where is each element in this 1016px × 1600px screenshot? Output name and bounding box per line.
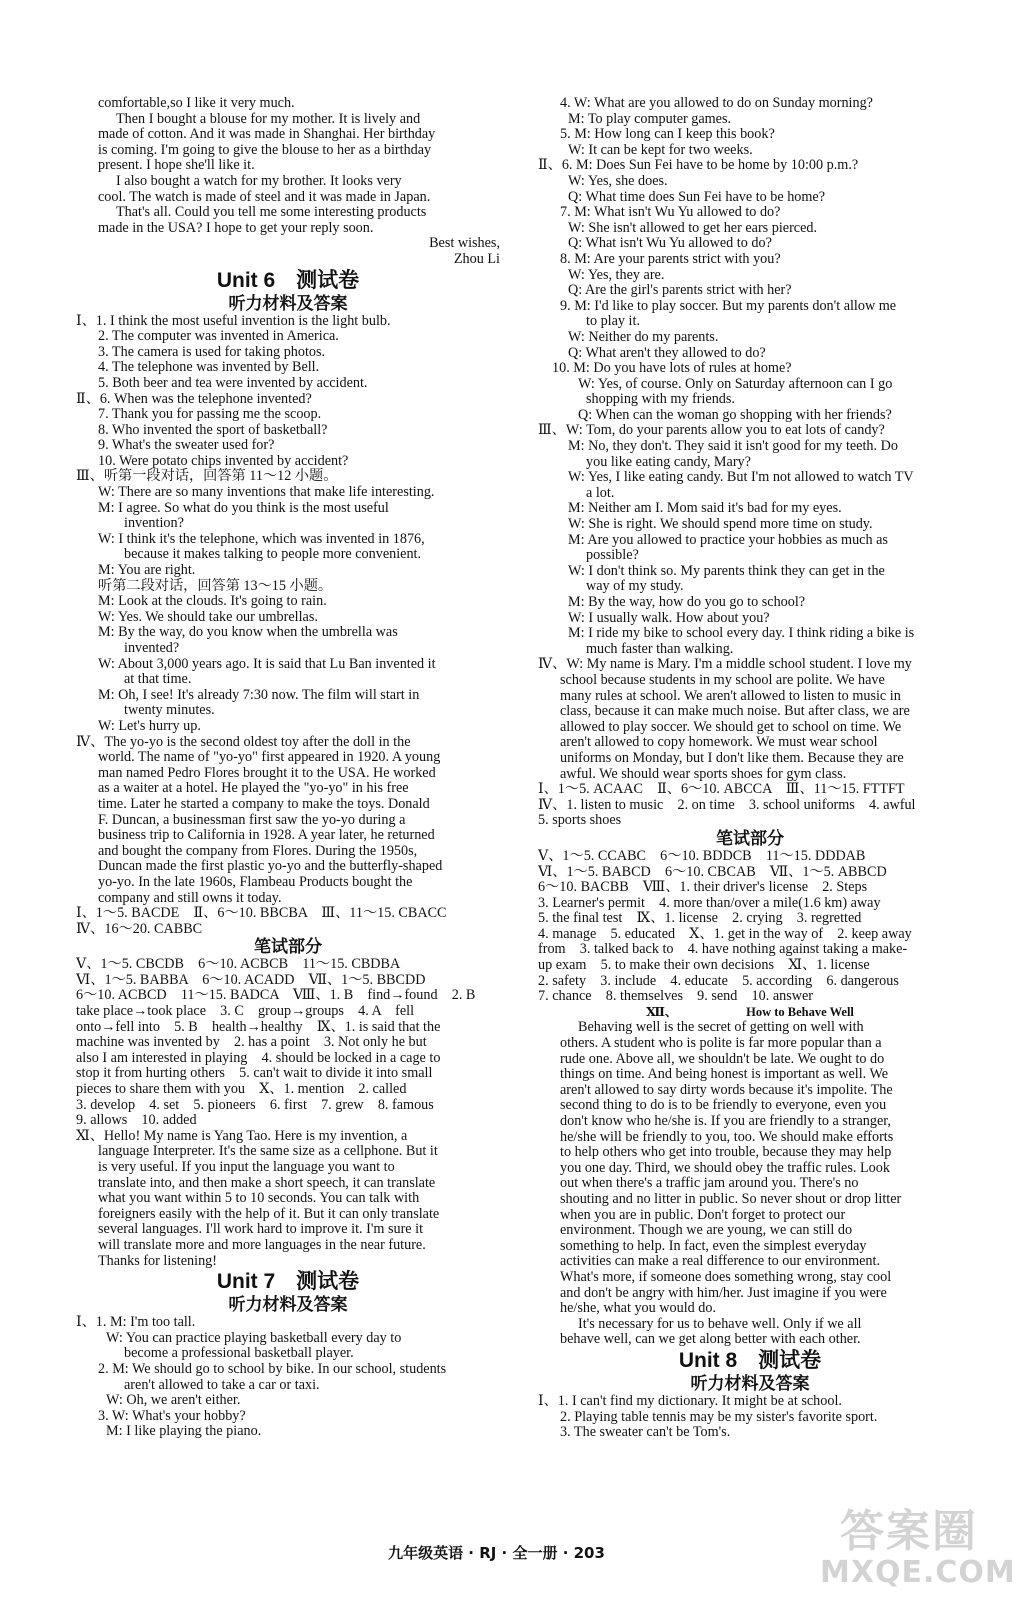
text-line: comfortable,so I like it very much. xyxy=(98,95,295,111)
text-line: 4. The telephone was invented by Bell. xyxy=(98,359,320,376)
text-line: M: You are right. xyxy=(98,562,196,579)
text-line: onto→fell into 5. B health→healthy Ⅸ、1. is said that the xyxy=(76,1018,441,1035)
text-line: M: Neither am I. Mom said it's bad for my eyes. xyxy=(568,500,842,517)
section-heading: 笔试部分 xyxy=(254,937,322,958)
text-line: W: It can be kept for two weeks. xyxy=(568,141,753,158)
text-line: up exam 5. to make their own decisions Ⅺ、1. license xyxy=(538,957,870,974)
text-line: M: I agree. So what do you think is the most useful xyxy=(98,499,389,516)
text-line: Ⅵ、1～5. BABCD 6～10. CBCAB Ⅶ、1～5. ABBCD xyxy=(538,863,887,880)
text-line: pieces to share them with you Ⅹ、1. mention 2. called xyxy=(76,1081,407,1098)
text-line: a lot. xyxy=(586,484,615,501)
text-line: and bought the company from Flores. During the 1950s, xyxy=(98,842,418,859)
text-line: Ⅱ、6. M: Does Sun Fei have to be home by 10:00 p.m.? xyxy=(538,157,859,174)
text-line: 7. Thank you for passing me the scoop. xyxy=(98,406,322,423)
text-line: take place→took place 3. C group→groups 4. A fell xyxy=(76,1003,415,1020)
section-heading: Unit 8 测试卷 xyxy=(678,1348,822,1372)
text-line: to help others who get into trouble, because they may help xyxy=(560,1144,892,1161)
text-line: Ⅳ、1. listen to music 2. on time 3. school uniforms 4. awful xyxy=(538,796,916,813)
text-line: 3. Learner's permit 4. more than/over a mile(1.6 km) away xyxy=(538,894,881,911)
text-line: Thanks for listening! xyxy=(98,1252,217,1269)
text-line: Ⅺ、Hello! My name is Yang Tao. Here is my invention, a xyxy=(76,1127,408,1144)
section-heading: Unit 6 测试卷 xyxy=(216,268,360,292)
text-line: Ⅴ、1～5. CBCDB 6～10. ACBCB 11～15. CBDBA xyxy=(76,956,401,973)
text-line: 5. Both beer and tea were invented by accident. xyxy=(98,374,368,391)
text-line: 8. Who invented the sport of basketball? xyxy=(98,421,328,438)
text-line: made of cotton. And it was made in Shanghai. Her birthday xyxy=(98,126,436,143)
text-line: Ⅰ、1. I can't find my dictionary. It might be at school. xyxy=(538,1392,842,1409)
left-column xyxy=(76,96,500,1440)
text-line: W: Oh, we aren't either. xyxy=(106,1392,241,1409)
text-line: W: Yes, I like eating candy. But I'm not allowed to watch TV xyxy=(568,469,914,486)
text-line: environment. Though we are young, we can still do xyxy=(560,1222,853,1239)
text-line: W: Yes, they are. xyxy=(568,266,665,283)
text-line: M: I like playing the piano. xyxy=(106,1423,262,1440)
text-line: allowed to play soccer. We should get to school on time. We xyxy=(560,718,902,735)
text-line: Behaving well is the secret of getting on well with xyxy=(578,1019,864,1036)
text-line: because it makes talking to people more convenient. xyxy=(124,546,422,563)
text-line: class, because it can make much noise. But after class, we are xyxy=(560,703,910,720)
text-line: stop it from hurting others 5. can't wait to divide it into small xyxy=(76,1065,433,1082)
text-line: Q: What time does Sun Fei have to be home? xyxy=(568,188,826,205)
text-line: 9. allows 10. added xyxy=(76,1112,197,1129)
text-line: 6～10. ACBCD 11～15. BADCA Ⅷ、1. B find→found 2. B xyxy=(76,987,476,1004)
text-line: much faster than walking. xyxy=(586,640,734,657)
text-line: something to help. In fact, even the simplest everyday xyxy=(560,1237,867,1254)
text-line: M: I ride my bike to school every day. I think riding a bike is xyxy=(568,625,915,642)
text-line: uniforms on Monday, but I don't like them. Because they are xyxy=(560,749,904,766)
text-line: out when there's a traffic jam around you. There's no xyxy=(560,1175,859,1192)
text-line: when you are in public. Don't forget to protect our xyxy=(560,1206,846,1223)
text-line: Ⅱ、6. When was the telephone invented? xyxy=(76,390,312,407)
text-line: It's necessary for us to behave well. Only if we all xyxy=(578,1315,862,1332)
text-line: Ⅰ、1～5. BACDE Ⅱ、6～10. BBCBA Ⅲ、11～15. CBACC xyxy=(76,905,447,922)
text-line: 3. The sweater can't be Tom's. xyxy=(560,1424,731,1441)
text-line: W: Neither do my parents. xyxy=(568,328,719,345)
text-line: 3. develop 4. set 5. pioneers 6. first 7. grew 8. famous xyxy=(76,1096,434,1113)
text-line: W: Yes. We should take our umbrellas. xyxy=(98,608,318,625)
text-line: M: Oh, I see! It's already 7:30 now. The film will start in xyxy=(98,686,420,703)
text-line: things on time. And being honest is important as well. We xyxy=(560,1066,889,1083)
text-line: 3. W: What's your hobby? xyxy=(98,1407,246,1424)
text-line: Q: What isn't Wu Yu allowed to do? xyxy=(568,235,772,252)
text-line: Ⅳ、16～20. CABBC xyxy=(76,920,203,937)
text-line: W: I don't think so. My parents think they can get in the xyxy=(568,562,885,579)
text-line: you like eating candy, Mary? xyxy=(586,453,751,470)
section-heading: 听力材料及答案 xyxy=(690,1373,810,1394)
text-line: what you want within 5 to 10 seconds. You can talk with xyxy=(98,1190,420,1207)
text-line: aren't allowed to say dirty words because it's impolite. The xyxy=(560,1081,893,1098)
text-line: invention? xyxy=(124,515,184,532)
text-line: Zhou Li xyxy=(453,250,500,267)
text-line: W: Yes, she does. xyxy=(568,172,668,189)
text-line: translate into, and then make a short speech, it can translate xyxy=(98,1174,436,1191)
text-line: M: By the way, do you know when the umbrella was xyxy=(98,624,398,641)
text-line: behave well, can we get along better with each other. xyxy=(560,1331,861,1348)
text-line: Q: What aren't they allowed to do? xyxy=(568,344,766,361)
section-heading: 听力材料及答案 xyxy=(228,293,348,314)
text-line: to play it. xyxy=(586,313,640,330)
text-line: Ⅳ、The yo-yo is the second oldest toy after the doll in the xyxy=(76,733,411,750)
text-line: 7. M: What isn't Wu Yu allowed to do? xyxy=(560,204,781,221)
text-line: Q: Are the girl's parents strict with her? xyxy=(568,282,792,299)
text-line: world. The name of "yo-yo" first appeared in 1920. A young xyxy=(98,749,441,766)
text-line: 8. M: Are your parents strict with you? xyxy=(560,250,781,267)
text-line: possible? xyxy=(586,547,639,564)
text-line: 5. M: How long can I keep this book? xyxy=(560,126,775,143)
text-line: is coming. I'm going to give the blouse to her as a birthday xyxy=(98,141,432,158)
text-line: Ⅲ、听第一段对话，回答第 11～12 小题。 xyxy=(76,468,338,485)
text-line: language Interpreter. It's the same size as a cellphone. But it xyxy=(98,1143,438,1160)
text-line: and don't be angry with him/her. Just imagine if you were xyxy=(560,1284,887,1301)
text-line: 6～10. BACBB Ⅷ、1. their driver's license 2. Steps xyxy=(538,879,868,896)
text-line: Ⅻ、 How to Behave Well xyxy=(646,1004,854,1019)
text-line: many rules at school. We aren't allowed to listen to music in xyxy=(560,687,901,704)
text-line: 2. M: We should go to school by bike. In our school, students xyxy=(98,1360,447,1377)
text-line: business trip to California in 1928. A year later, he returned xyxy=(98,827,435,844)
text-line: 2. Playing table tennis may be my sister's favorite sport. xyxy=(560,1408,878,1425)
text-line: as a waiter at a hotel. He played the "yo-yo" in his free xyxy=(98,780,409,797)
text-line: Ⅵ、1～5. BABBA 6～10. ACADD Ⅶ、1～5. BBCDD xyxy=(76,971,426,988)
section-heading: Unit 7 测试卷 xyxy=(216,1270,360,1294)
text-line: second thing to do is to be friendly to everyone, even you xyxy=(560,1097,887,1114)
text-line: 4. manage 5. educated Ⅹ、1. get in the way of 2. keep away xyxy=(538,925,912,942)
text-line: 5. sports shoes xyxy=(538,812,622,829)
text-line: M: To play computer games. xyxy=(568,110,732,127)
text-line: 10. Were potato chips invented by accident? xyxy=(98,452,349,469)
watermark-logo xyxy=(820,1495,1016,1595)
text-line: present. I hope she'll like it. xyxy=(98,157,255,174)
text-line: invented? xyxy=(124,640,180,656)
text-line: rude one. Above all, we shouldn't be late. We ought to do xyxy=(560,1050,885,1067)
text-line: 7. chance 8. themselves 9. send 10. answer xyxy=(538,988,814,1005)
text-line: Q: When can the woman go shopping with her friends? xyxy=(578,406,892,423)
text-line: 4. W: What are you allowed to do on Sunday morning? xyxy=(560,95,873,111)
text-line: machine was invented by 2. has a point 3. Not only he but xyxy=(76,1034,427,1051)
text-line: 2. The computer was invented in America. xyxy=(98,328,339,345)
text-line: Ⅰ、1. I think the most useful invention is the light bulb. xyxy=(76,312,391,329)
text-line: company and still owns it today. xyxy=(98,889,282,906)
text-line: M: No, they don't. They said it isn't good for my teeth. Do xyxy=(568,438,898,455)
text-line: made in the USA? I hope to get your reply soon. xyxy=(98,219,374,236)
text-line: Ⅲ、W: Tom, do your parents allow you to eat lots of candy? xyxy=(538,422,885,439)
text-line: shopping with my friends. xyxy=(586,391,735,408)
text-line: Then I bought a blouse for my mother. It is lively and xyxy=(116,110,421,127)
section-heading: 笔试部分 xyxy=(716,828,784,849)
text-line: F. Duncan, a businessman first saw the yo-yo during a xyxy=(98,811,406,828)
text-line: Ⅰ、1～5. ACAAC Ⅱ、6～10. ABCCA Ⅲ、11～15. FTTFT xyxy=(538,781,905,798)
text-line: M: Are you allowed to practice your hobbies as much as xyxy=(568,531,888,548)
watermark-url: MXQE.COM xyxy=(820,1555,1016,1590)
text-line: W: She is right. We should spend more time on study. xyxy=(568,516,873,533)
text-line: 9. What's the sweater used for? xyxy=(98,437,275,454)
text-line: W: Let's hurry up. xyxy=(98,717,201,734)
text-line: also I am interested in playing 4. should be locked in a cage to xyxy=(76,1049,441,1066)
text-line: 5. the final test Ⅸ、1. license 2. crying 3. regretted xyxy=(538,910,862,927)
text-line: 9. M: I'd like to play soccer. But my parents don't allow me xyxy=(560,297,897,314)
watermark-text: 答案圈 xyxy=(840,1506,978,1557)
text-line: 3. The camera is used for taking photos. xyxy=(98,343,326,360)
text-line: W: I think it's the telephone, which was invented in 1876, xyxy=(98,530,425,547)
text-line: way of my study. xyxy=(586,578,684,595)
text-line: aren't allowed to take a car or taxi. xyxy=(124,1376,320,1393)
text-line: from 3. talked back to 4. have nothing against taking a make- xyxy=(538,941,908,958)
text-line: M: By the way, how do you go to school? xyxy=(568,594,806,610)
text-line: you one day. Third, we should obey the traffic rules. Look xyxy=(560,1159,890,1176)
text-line: he/she, what you would do. xyxy=(560,1300,717,1317)
text-line: cool. The watch is made of steel and it was made in Japan. xyxy=(98,188,431,205)
text-line: several languages. I'll work hard to improve it. I'm sure it xyxy=(98,1221,424,1238)
text-line: aren't allowed to copy homework. We must wear school xyxy=(560,734,878,751)
text-line: activities can make a real difference to our environment. xyxy=(560,1253,880,1270)
text-line: awful. We should wear sports shoes for gym class. xyxy=(560,765,847,782)
text-line: don't know who he/she is. If you are friendly to a stranger, xyxy=(560,1113,891,1129)
text-line: at that time. xyxy=(124,671,192,688)
text-line: W: You can practice playing basketball every day to xyxy=(106,1329,402,1346)
text-line: Ⅰ、1. M: I'm too tall. xyxy=(76,1314,196,1331)
text-line: W: About 3,000 years ago. It is said that Lu Ban invented it xyxy=(98,655,436,672)
text-line: Best wishes, xyxy=(429,235,500,252)
page-footer: 九年级英语 · RJ · 全一册 · 203 xyxy=(388,1544,605,1562)
text-line: Ⅳ、W: My name is Mary. I'm a middle school student. I love my xyxy=(538,656,912,673)
text-line: is very useful. If you input the language you want to xyxy=(98,1159,395,1175)
text-line: That's all. Could you tell me some interesting products xyxy=(116,204,427,221)
text-line: become a professional basketball player. xyxy=(124,1345,354,1362)
text-line: shouting and no litter in public. So never shout or drop litter xyxy=(560,1190,902,1207)
text-line: W: Yes, of course. Only on Saturday afternoon can I go xyxy=(578,375,893,392)
text-line: M: Look at the clouds. It's going to rain. xyxy=(98,593,327,610)
text-line: 10. M: Do you have lots of rules at home? xyxy=(552,360,792,377)
text-line: yo-yo. In the late 1960s, Flambeau Products bought the xyxy=(98,873,413,890)
text-line: will translate more and more languages in the near future. xyxy=(98,1236,426,1253)
text-line: W: There are so many inventions that make life interesting. xyxy=(98,484,435,501)
text-line: foreigners easily with the help of it. But it can only translate xyxy=(98,1205,440,1222)
text-line: twenty minutes. xyxy=(124,702,215,719)
text-line: 听第二段对话，回答第 13～15 小题。 xyxy=(98,577,333,594)
text-line: time. Later he started a company to make the toys. Donald xyxy=(98,795,430,812)
text-line: school because students in my school are polite. We have xyxy=(560,671,885,688)
text-line: W: I usually walk. How about you? xyxy=(568,609,770,626)
text-line: he/she will be friendly to you, too. We should make efforts xyxy=(560,1128,894,1145)
text-line: Duncan made the first plastic yo-yo and the butterfly-shaped xyxy=(98,858,443,875)
section-heading: 听力材料及答案 xyxy=(228,1295,348,1316)
text-line: I also bought a watch for my brother. It looks very xyxy=(116,172,402,189)
text-line: Ⅴ、1～5. CCABC 6～10. BDDCB 11～15. DDDAB xyxy=(538,847,866,864)
text-line: 2. safety 3. include 4. educate 5. according 6. dangerous xyxy=(538,972,899,989)
right-column xyxy=(538,96,962,1441)
text-line: W: She isn't allowed to get her ears pierced. xyxy=(568,219,818,236)
text-line: others. A student who is polite is far more popular than a xyxy=(560,1035,882,1052)
text-line: What's more, if someone does something wrong, stay cool xyxy=(560,1268,892,1285)
text-line: man named Pedro Flores brought it to the USA. He worked xyxy=(98,764,436,781)
